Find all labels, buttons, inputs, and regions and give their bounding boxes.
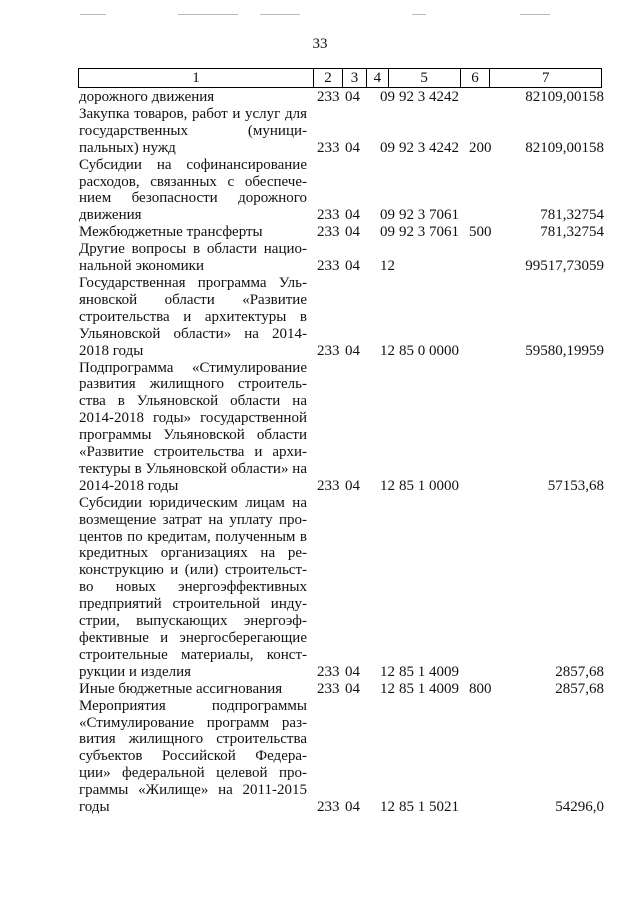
expense-kind-code: 800	[469, 680, 492, 697]
budget-table-body	[0, 89, 640, 816]
target-code: 85 1 0000	[399, 477, 459, 494]
subsection-code: 09	[380, 207, 395, 224]
subsection-code: 12	[380, 257, 395, 274]
column-header-2: 2	[314, 69, 343, 87]
amount: 781,32754	[540, 224, 604, 241]
column-header-4: 4	[367, 69, 389, 87]
admin-code: 233	[317, 207, 340, 224]
row-description: дорожного движения	[79, 89, 215, 105]
section-code: 04	[345, 88, 360, 105]
row-codes	[0, 89, 640, 106]
table-row	[0, 224, 640, 241]
row-codes	[0, 207, 640, 224]
subsection-code: 09	[380, 88, 395, 105]
admin-code: 233	[317, 139, 340, 156]
amount: 82109,00158	[525, 88, 604, 105]
scan-artifact	[178, 14, 238, 15]
target-code: 92 3 4242	[399, 88, 459, 105]
amount: 54296,0	[555, 798, 604, 815]
target-code: 92 3 7061	[399, 224, 459, 241]
row-codes	[0, 681, 640, 698]
section-code: 04	[345, 663, 360, 680]
section-code: 04	[345, 207, 360, 224]
row-codes	[0, 343, 640, 360]
row-description: Субсидии на софинансирование расходов, связанных с обеспече-нием безопасности дорожного движения	[79, 156, 307, 224]
scan-artifact	[520, 14, 550, 15]
row-codes	[0, 799, 640, 816]
column-header-7: 7	[541, 69, 550, 86]
section-code: 04	[345, 477, 360, 494]
table-row	[0, 681, 640, 698]
row-description: Государственная программа Уль-яновской области «Развитие строительства и архитектуры в Ульяновской области» на 2014-2018 годы	[79, 274, 307, 359]
table-row	[0, 698, 640, 816]
column-header-3: 3	[343, 69, 367, 87]
target-code: 92 3 7061	[399, 207, 459, 224]
page-number: 33	[312, 36, 328, 52]
target-code: 85 1 4009	[399, 680, 459, 697]
target-code: 85 1 4009	[399, 663, 459, 680]
target-code: 85 1 5021	[399, 798, 459, 815]
row-description: Субсидии юридическим лицам на возмещение затрат на уплату про-центов по кредитам, полученным в кредитных организациях на ре-конструкцию и (или) строительст-во новых энергоэффективных предприятий строительной инду-стрии, выпускающих энергоэф-фективные и энергосберегающие строительные материалы, конст-рукции и изделия	[79, 494, 307, 680]
row-codes	[0, 224, 640, 241]
amount: 2857,68	[555, 663, 604, 680]
table-row	[0, 275, 640, 360]
section-code: 04	[345, 139, 360, 156]
section-code: 04	[345, 257, 360, 274]
table-row	[0, 241, 640, 275]
section-code: 04	[345, 342, 360, 359]
table-header	[78, 68, 602, 88]
row-codes	[0, 258, 640, 275]
expense-kind-code: 200	[469, 139, 492, 156]
row-description: Подпрограмма «Стимулирование развития жилищного строитель-ства в Ульяновской области на 2014-2018 годы» государственной программы Ульяновской области «Развитие строительства и архи-тектуры в Ульяновской области» на 2014-2018 годы	[79, 359, 307, 494]
row-description: Мероприятия подпрограммы «Стимулирование программ раз-вития жилищного строительства субъектов Российской Федера-ции» федеральной целевой про-граммы «Жилище» на 2011-2015 годы	[79, 697, 307, 816]
table-row	[0, 106, 640, 157]
row-codes	[0, 664, 640, 681]
section-code: 04	[345, 224, 360, 241]
subsection-code: 12	[380, 477, 395, 494]
admin-code: 233	[317, 342, 340, 359]
target-code: 85 0 0000	[399, 342, 459, 359]
subsection-code: 12	[380, 663, 395, 680]
amount: 99517,73059	[525, 257, 604, 274]
column-header-1: 1	[79, 69, 314, 87]
target-code: 92 3 4242	[399, 139, 459, 156]
amount: 82109,00158	[525, 139, 604, 156]
scan-artifact	[260, 14, 300, 15]
row-codes	[0, 478, 640, 495]
admin-code: 233	[317, 663, 340, 680]
column-header-6: 6	[461, 69, 491, 87]
column-header-5: 5	[389, 69, 461, 87]
section-code: 04	[345, 798, 360, 815]
subsection-code: 12	[380, 798, 395, 815]
table-row	[0, 89, 640, 106]
subsection-code: 09	[380, 224, 395, 241]
expense-kind-code: 500	[469, 224, 492, 241]
table-row	[0, 360, 640, 495]
scan-artifact	[412, 14, 426, 15]
amount: 2857,68	[555, 680, 604, 697]
section-code: 04	[345, 680, 360, 697]
admin-code: 233	[317, 257, 340, 274]
scan-artifact	[80, 14, 106, 15]
admin-code: 233	[317, 224, 340, 241]
table-row	[0, 495, 640, 681]
amount: 57153,68	[547, 477, 604, 494]
row-description: Другие вопросы в области нацио-нальной экономики	[79, 241, 307, 275]
admin-code: 233	[317, 798, 340, 815]
admin-code: 233	[317, 680, 340, 697]
row-codes	[0, 140, 640, 157]
subsection-code: 09	[380, 139, 395, 156]
amount: 59580,19959	[525, 342, 604, 359]
row-description: Закупка товаров, работ и услуг для государственных (муници-пальных) нужд	[79, 105, 307, 156]
amount: 781,32754	[540, 207, 604, 224]
table-row	[0, 157, 640, 225]
admin-code: 233	[317, 477, 340, 494]
subsection-code: 12	[380, 342, 395, 359]
subsection-code: 12	[380, 680, 395, 697]
admin-code: 233	[317, 88, 340, 105]
row-description: Иные бюджетные ассигнования	[79, 680, 283, 697]
row-description: Межбюджетные трансферты	[79, 224, 263, 241]
